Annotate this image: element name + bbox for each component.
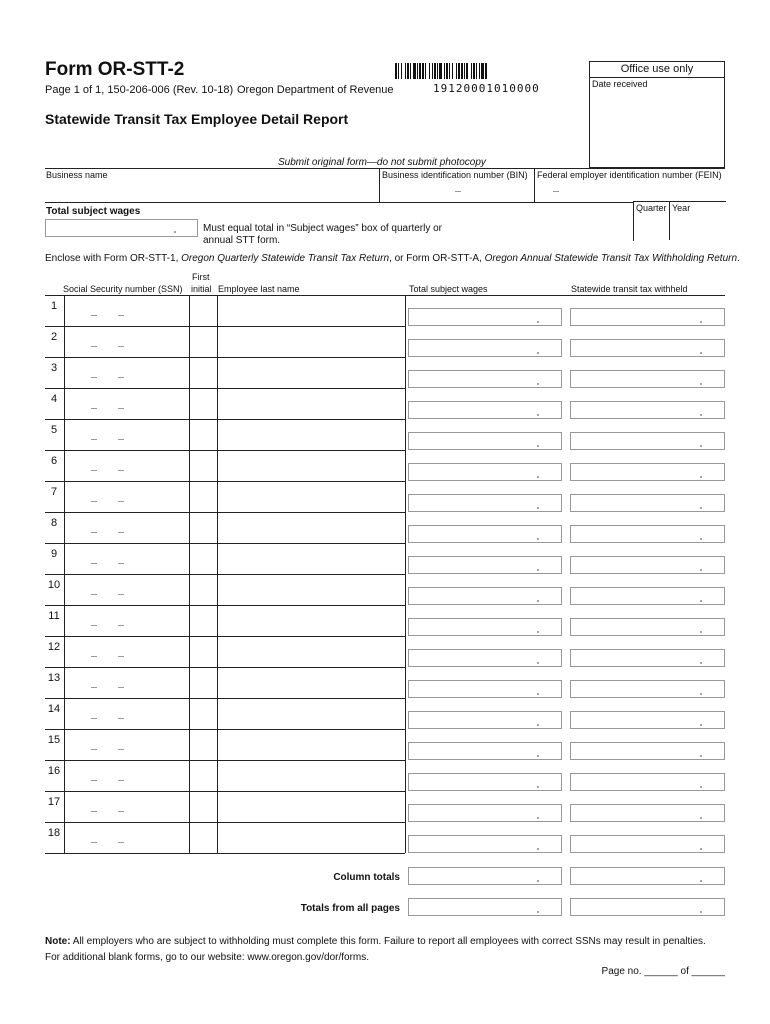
total-wages-label: Total subject wages — [46, 206, 141, 217]
ssn-field[interactable] — [65, 451, 188, 480]
ssn-separator — [118, 625, 124, 626]
decimal-point — [700, 507, 702, 509]
withheld-field[interactable] — [570, 773, 725, 791]
ssn-separator — [118, 749, 124, 750]
row-number: 17 — [47, 796, 61, 808]
last-name-field[interactable] — [218, 792, 404, 821]
decimal-point — [537, 817, 539, 819]
wages-field[interactable] — [408, 711, 562, 729]
ssn-separator — [118, 687, 124, 688]
wages-field[interactable] — [408, 370, 562, 388]
barcode-bar — [444, 63, 445, 79]
row-number: 7 — [50, 486, 58, 498]
wages-field[interactable] — [408, 463, 562, 481]
ssn-separator — [91, 842, 97, 843]
barcode-bar — [473, 63, 475, 79]
last-name-field[interactable] — [218, 544, 404, 573]
decimal-point — [537, 321, 539, 323]
withheld-field[interactable] — [570, 463, 725, 481]
barcode-bar — [471, 63, 472, 79]
decimal-point — [700, 352, 702, 354]
col-ssn-header: Social Security number (SSN) — [63, 284, 183, 294]
barcode-bar — [432, 63, 433, 79]
ssn-separator — [118, 346, 124, 347]
row-number: 18 — [47, 827, 61, 839]
decimal-point — [537, 507, 539, 509]
decimal-point — [700, 631, 702, 633]
wages-field[interactable] — [408, 618, 562, 636]
row-number: 5 — [50, 424, 58, 436]
barcode-bar — [410, 63, 411, 79]
first-initial-field[interactable] — [190, 451, 216, 480]
first-initial-field[interactable] — [190, 420, 216, 449]
barcode-bar — [464, 63, 465, 79]
ssn-separator — [91, 501, 97, 502]
withheld-field[interactable] — [570, 742, 725, 760]
withheld-field[interactable] — [570, 587, 725, 605]
col-initial-header-line1: First — [192, 272, 210, 282]
decimal-point — [537, 600, 539, 602]
ssn-field[interactable] — [65, 296, 188, 325]
ssn-field[interactable] — [65, 389, 188, 418]
wages-field[interactable] — [408, 680, 562, 698]
col-withheld-header: Statewide transit tax withheld — [571, 284, 688, 294]
barcode-bar — [485, 63, 487, 79]
report-title: Statewide Transit Tax Employee Detail Report — [45, 111, 349, 127]
barcode-bar — [407, 63, 409, 79]
decimal-point — [537, 848, 539, 850]
wages-field[interactable] — [408, 308, 562, 326]
first-initial-field[interactable] — [190, 730, 216, 759]
barcode-bar — [449, 63, 450, 79]
additional-forms-text: For additional blank forms, go to our website: www.oregon.gov/dor/forms. — [45, 952, 370, 963]
last-name-field[interactable] — [218, 761, 404, 790]
wages-field[interactable] — [408, 804, 562, 822]
decimal-point — [700, 383, 702, 385]
decimal-point — [537, 383, 539, 385]
last-name-field[interactable] — [218, 296, 404, 325]
ssn-separator — [91, 532, 97, 533]
col-initial-header-line2: initial — [191, 284, 212, 294]
col-wages-header: Total subject wages — [409, 284, 488, 294]
row-number: 13 — [47, 672, 61, 684]
last-name-field[interactable] — [218, 358, 404, 387]
last-name-field[interactable] — [218, 451, 404, 480]
enclose-text-2: , or Form OR-STT-A, — [389, 253, 485, 264]
decimal-point — [700, 414, 702, 416]
totals-all-pages-wages-field[interactable] — [408, 898, 562, 916]
row-number: 9 — [50, 548, 58, 560]
barcode-bar — [458, 63, 460, 79]
ssn-separator — [118, 408, 124, 409]
totals-all-pages-label: Totals from all pages — [300, 903, 400, 914]
last-name-field[interactable] — [218, 513, 404, 542]
year-field[interactable] — [670, 214, 724, 238]
business-name-field[interactable] — [45, 180, 378, 202]
decimal-point — [700, 755, 702, 757]
withheld-field[interactable] — [570, 370, 725, 388]
ssn-field[interactable] — [65, 637, 188, 666]
last-name-field[interactable] — [218, 606, 404, 635]
barcode-number: 19120001010000 — [433, 82, 540, 95]
department-name: Oregon Department of Revenue — [237, 84, 394, 96]
decimal-point — [537, 786, 539, 788]
last-name-field[interactable] — [218, 420, 404, 449]
row-number: 6 — [50, 455, 58, 467]
first-initial-field[interactable] — [190, 823, 216, 852]
barcode-bar — [466, 63, 468, 79]
business-name-label: Business name — [46, 170, 108, 180]
table-row-rule — [45, 853, 405, 854]
withheld-field[interactable] — [570, 432, 725, 450]
decimal-point — [537, 352, 539, 354]
decimal-point — [537, 538, 539, 540]
quarter-field[interactable] — [634, 214, 668, 238]
last-name-field[interactable] — [218, 575, 404, 604]
table-column-divider — [405, 295, 406, 853]
wages-field[interactable] — [408, 525, 562, 543]
barcode-bar — [398, 63, 399, 79]
barcode-bar — [401, 63, 402, 79]
decimal-point — [700, 786, 702, 788]
row-number: 3 — [50, 362, 58, 374]
ssn-separator — [91, 470, 97, 471]
row-number: 11 — [48, 610, 60, 622]
decimal-point — [700, 538, 702, 540]
decimal-point — [700, 662, 702, 664]
barcode-bar — [439, 63, 442, 79]
decimal-point — [700, 476, 702, 478]
wages-field[interactable] — [408, 432, 562, 450]
decimal-point — [537, 569, 539, 571]
decimal-point — [700, 321, 702, 323]
last-name-field[interactable] — [218, 482, 404, 511]
barcode-bar — [417, 63, 418, 79]
barcode-bar — [422, 63, 424, 79]
decimal-point — [537, 755, 539, 757]
barcode-bar — [434, 63, 436, 79]
ssn-separator — [91, 439, 97, 440]
decimal-point — [700, 693, 702, 695]
ssn-separator — [118, 470, 124, 471]
first-initial-field[interactable] — [190, 637, 216, 666]
wages-field[interactable] — [408, 494, 562, 512]
fein-label: Federal employer identification number (FEIN) — [537, 170, 722, 180]
ssn-separator — [91, 780, 97, 781]
decimal-point — [537, 476, 539, 478]
first-initial-field[interactable] — [190, 358, 216, 387]
column-totals-label: Column totals — [333, 872, 400, 883]
withheld-field[interactable] — [570, 308, 725, 326]
withheld-field[interactable] — [570, 711, 725, 729]
ssn-separator — [118, 594, 124, 595]
first-initial-field[interactable] — [190, 296, 216, 325]
barcode-bar — [419, 63, 421, 79]
last-name-field[interactable] — [218, 637, 404, 666]
first-initial-field[interactable] — [190, 668, 216, 697]
ssn-separator — [91, 625, 97, 626]
ssn-field[interactable] — [65, 823, 188, 852]
ssn-field[interactable] — [65, 699, 188, 728]
barcode-bar — [452, 63, 453, 79]
ssn-field[interactable] — [65, 482, 188, 511]
withheld-field[interactable] — [570, 835, 725, 853]
ssn-separator — [118, 501, 124, 502]
first-initial-field[interactable] — [190, 513, 216, 542]
row-number: 14 — [47, 703, 61, 715]
withheld-field[interactable] — [570, 680, 725, 698]
withheld-field[interactable] — [570, 339, 725, 357]
wages-field[interactable] — [408, 649, 562, 667]
ssn-field[interactable] — [65, 420, 188, 449]
barcode-bar — [437, 63, 438, 79]
row-number: 10 — [47, 579, 61, 591]
ssn-separator — [118, 718, 124, 719]
withheld-field[interactable] — [570, 618, 725, 636]
ssn-separator — [118, 315, 124, 316]
first-initial-field[interactable] — [190, 482, 216, 511]
enclose-form-1: Oregon Quarterly Statewide Transit Tax Return — [181, 253, 390, 264]
bin-label: Business identification number (BIN) — [382, 170, 528, 180]
ssn-separator — [91, 408, 97, 409]
total-wages-field[interactable] — [45, 219, 198, 237]
column-totals-wages-field[interactable] — [408, 867, 562, 885]
fein-field[interactable] — [536, 180, 725, 202]
footer-note — [45, 936, 706, 947]
ssn-field[interactable] — [65, 606, 188, 635]
enclose-text-3: . — [737, 253, 740, 264]
barcode-bar — [479, 63, 480, 79]
row-number: 8 — [50, 517, 58, 529]
ssn-field[interactable] — [65, 761, 188, 790]
ssn-separator — [91, 749, 97, 750]
withheld-field[interactable] — [570, 556, 725, 574]
wages-field[interactable] — [408, 339, 562, 357]
year-label: Year — [672, 203, 691, 213]
decimal-point — [700, 600, 702, 602]
column-totals-withheld-field[interactable] — [570, 867, 725, 885]
totals-all-pages-withheld-field[interactable] — [570, 898, 725, 916]
first-initial-field[interactable] — [190, 699, 216, 728]
must-equal-line2: annual STT form. — [203, 235, 281, 246]
barcode-bar — [395, 63, 397, 79]
wages-field[interactable] — [408, 835, 562, 853]
wages-field[interactable] — [408, 742, 562, 760]
withheld-field[interactable] — [570, 649, 725, 667]
decimal-point — [537, 693, 539, 695]
decimal-point — [537, 445, 539, 447]
ssn-field[interactable] — [65, 730, 188, 759]
enclose-instructions — [45, 253, 740, 264]
wages-field[interactable] — [408, 773, 562, 791]
decimal-point — [537, 662, 539, 664]
last-name-field[interactable] — [218, 327, 404, 356]
ssn-separator — [91, 687, 97, 688]
form-title: Form OR-STT-2 — [45, 59, 185, 80]
quarter-label: Quarter — [636, 203, 667, 213]
ssn-separator — [118, 656, 124, 657]
withheld-field[interactable] — [570, 401, 725, 419]
row-number: 4 — [50, 393, 58, 405]
ssn-field[interactable] — [65, 327, 188, 356]
row-number: 2 — [50, 331, 58, 343]
ssn-field[interactable] — [65, 358, 188, 387]
note-text: All employers who are subject to withholding must complete this form. Failure to report all employees with correct SSNs may result in penalties. — [70, 936, 706, 947]
decimal-point — [700, 445, 702, 447]
decimal-point — [537, 631, 539, 633]
ssn-separator — [118, 439, 124, 440]
ssn-separator — [91, 563, 97, 564]
first-initial-field[interactable] — [190, 327, 216, 356]
barcode-bar — [456, 63, 457, 79]
ssn-separator — [91, 811, 97, 812]
decimal-point — [537, 724, 539, 726]
first-initial-field[interactable] — [190, 389, 216, 418]
ssn-field[interactable] — [65, 513, 188, 542]
decimal-point — [700, 569, 702, 571]
barcode-bar — [476, 63, 477, 79]
barcode-bar — [429, 63, 430, 79]
ssn-field[interactable] — [65, 668, 188, 697]
first-initial-field[interactable] — [190, 575, 216, 604]
last-name-field[interactable] — [218, 823, 404, 852]
first-initial-field[interactable] — [190, 606, 216, 635]
last-name-field[interactable] — [218, 730, 404, 759]
page-info: Page 1 of 1, 150-206-006 (Rev. 10-18) — [45, 84, 234, 96]
ssn-separator — [118, 780, 124, 781]
ssn-separator — [91, 718, 97, 719]
barcode — [395, 63, 565, 79]
row-number: 1 — [50, 300, 58, 312]
ssn-field[interactable] — [65, 544, 188, 573]
ssn-separator — [118, 842, 124, 843]
row-number: 16 — [47, 765, 61, 777]
wages-field[interactable] — [408, 556, 562, 574]
barcode-bar — [405, 63, 406, 79]
last-name-field[interactable] — [218, 389, 404, 418]
barcode-bar — [425, 63, 426, 79]
enclose-text-1: Enclose with Form OR-STT-1, — [45, 253, 182, 264]
first-initial-field[interactable] — [190, 761, 216, 790]
must-equal-line1: Must equal total in “Subject wages” box of quarterly or — [203, 223, 443, 234]
ssn-separator — [91, 656, 97, 657]
decimal-point — [700, 817, 702, 819]
submit-note: Submit original form—do not submit photocopy — [278, 157, 486, 168]
ssn-separator — [118, 563, 124, 564]
ssn-separator — [118, 377, 124, 378]
ssn-separator — [118, 532, 124, 533]
row-number: 15 — [47, 734, 61, 746]
date-received-label: Date received — [592, 79, 648, 89]
barcode-bar — [413, 63, 416, 79]
ssn-separator — [91, 377, 97, 378]
ssn-separator — [91, 594, 97, 595]
col-last-name-header: Employee last name — [218, 284, 300, 294]
last-name-field[interactable] — [218, 699, 404, 728]
barcode-bar — [461, 63, 463, 79]
office-use-label: Office use only — [620, 63, 694, 75]
barcode-bar — [446, 63, 448, 79]
withheld-field[interactable] — [570, 804, 725, 822]
barcode-bar — [481, 63, 484, 79]
withheld-field[interactable] — [570, 525, 725, 543]
wages-field[interactable] — [408, 587, 562, 605]
withheld-field[interactable] — [570, 494, 725, 512]
first-initial-field[interactable] — [190, 544, 216, 573]
page-number: Page no. ______ of ______ — [601, 966, 725, 977]
ssn-separator — [91, 315, 97, 316]
enclose-form-2: Oregon Annual Statewide Transit Tax Withholding Return — [484, 253, 738, 264]
ssn-separator — [118, 811, 124, 812]
decimal-point — [537, 414, 539, 416]
last-name-field[interactable] — [218, 668, 404, 697]
decimal-point — [700, 848, 702, 850]
ssn-field[interactable] — [65, 575, 188, 604]
decimal-point — [700, 724, 702, 726]
row-number: 12 — [47, 641, 61, 653]
first-initial-field[interactable] — [190, 792, 216, 821]
note-label: Note: — [45, 936, 71, 947]
wages-field[interactable] — [408, 401, 562, 419]
ssn-separator — [91, 346, 97, 347]
ssn-field[interactable] — [65, 792, 188, 821]
